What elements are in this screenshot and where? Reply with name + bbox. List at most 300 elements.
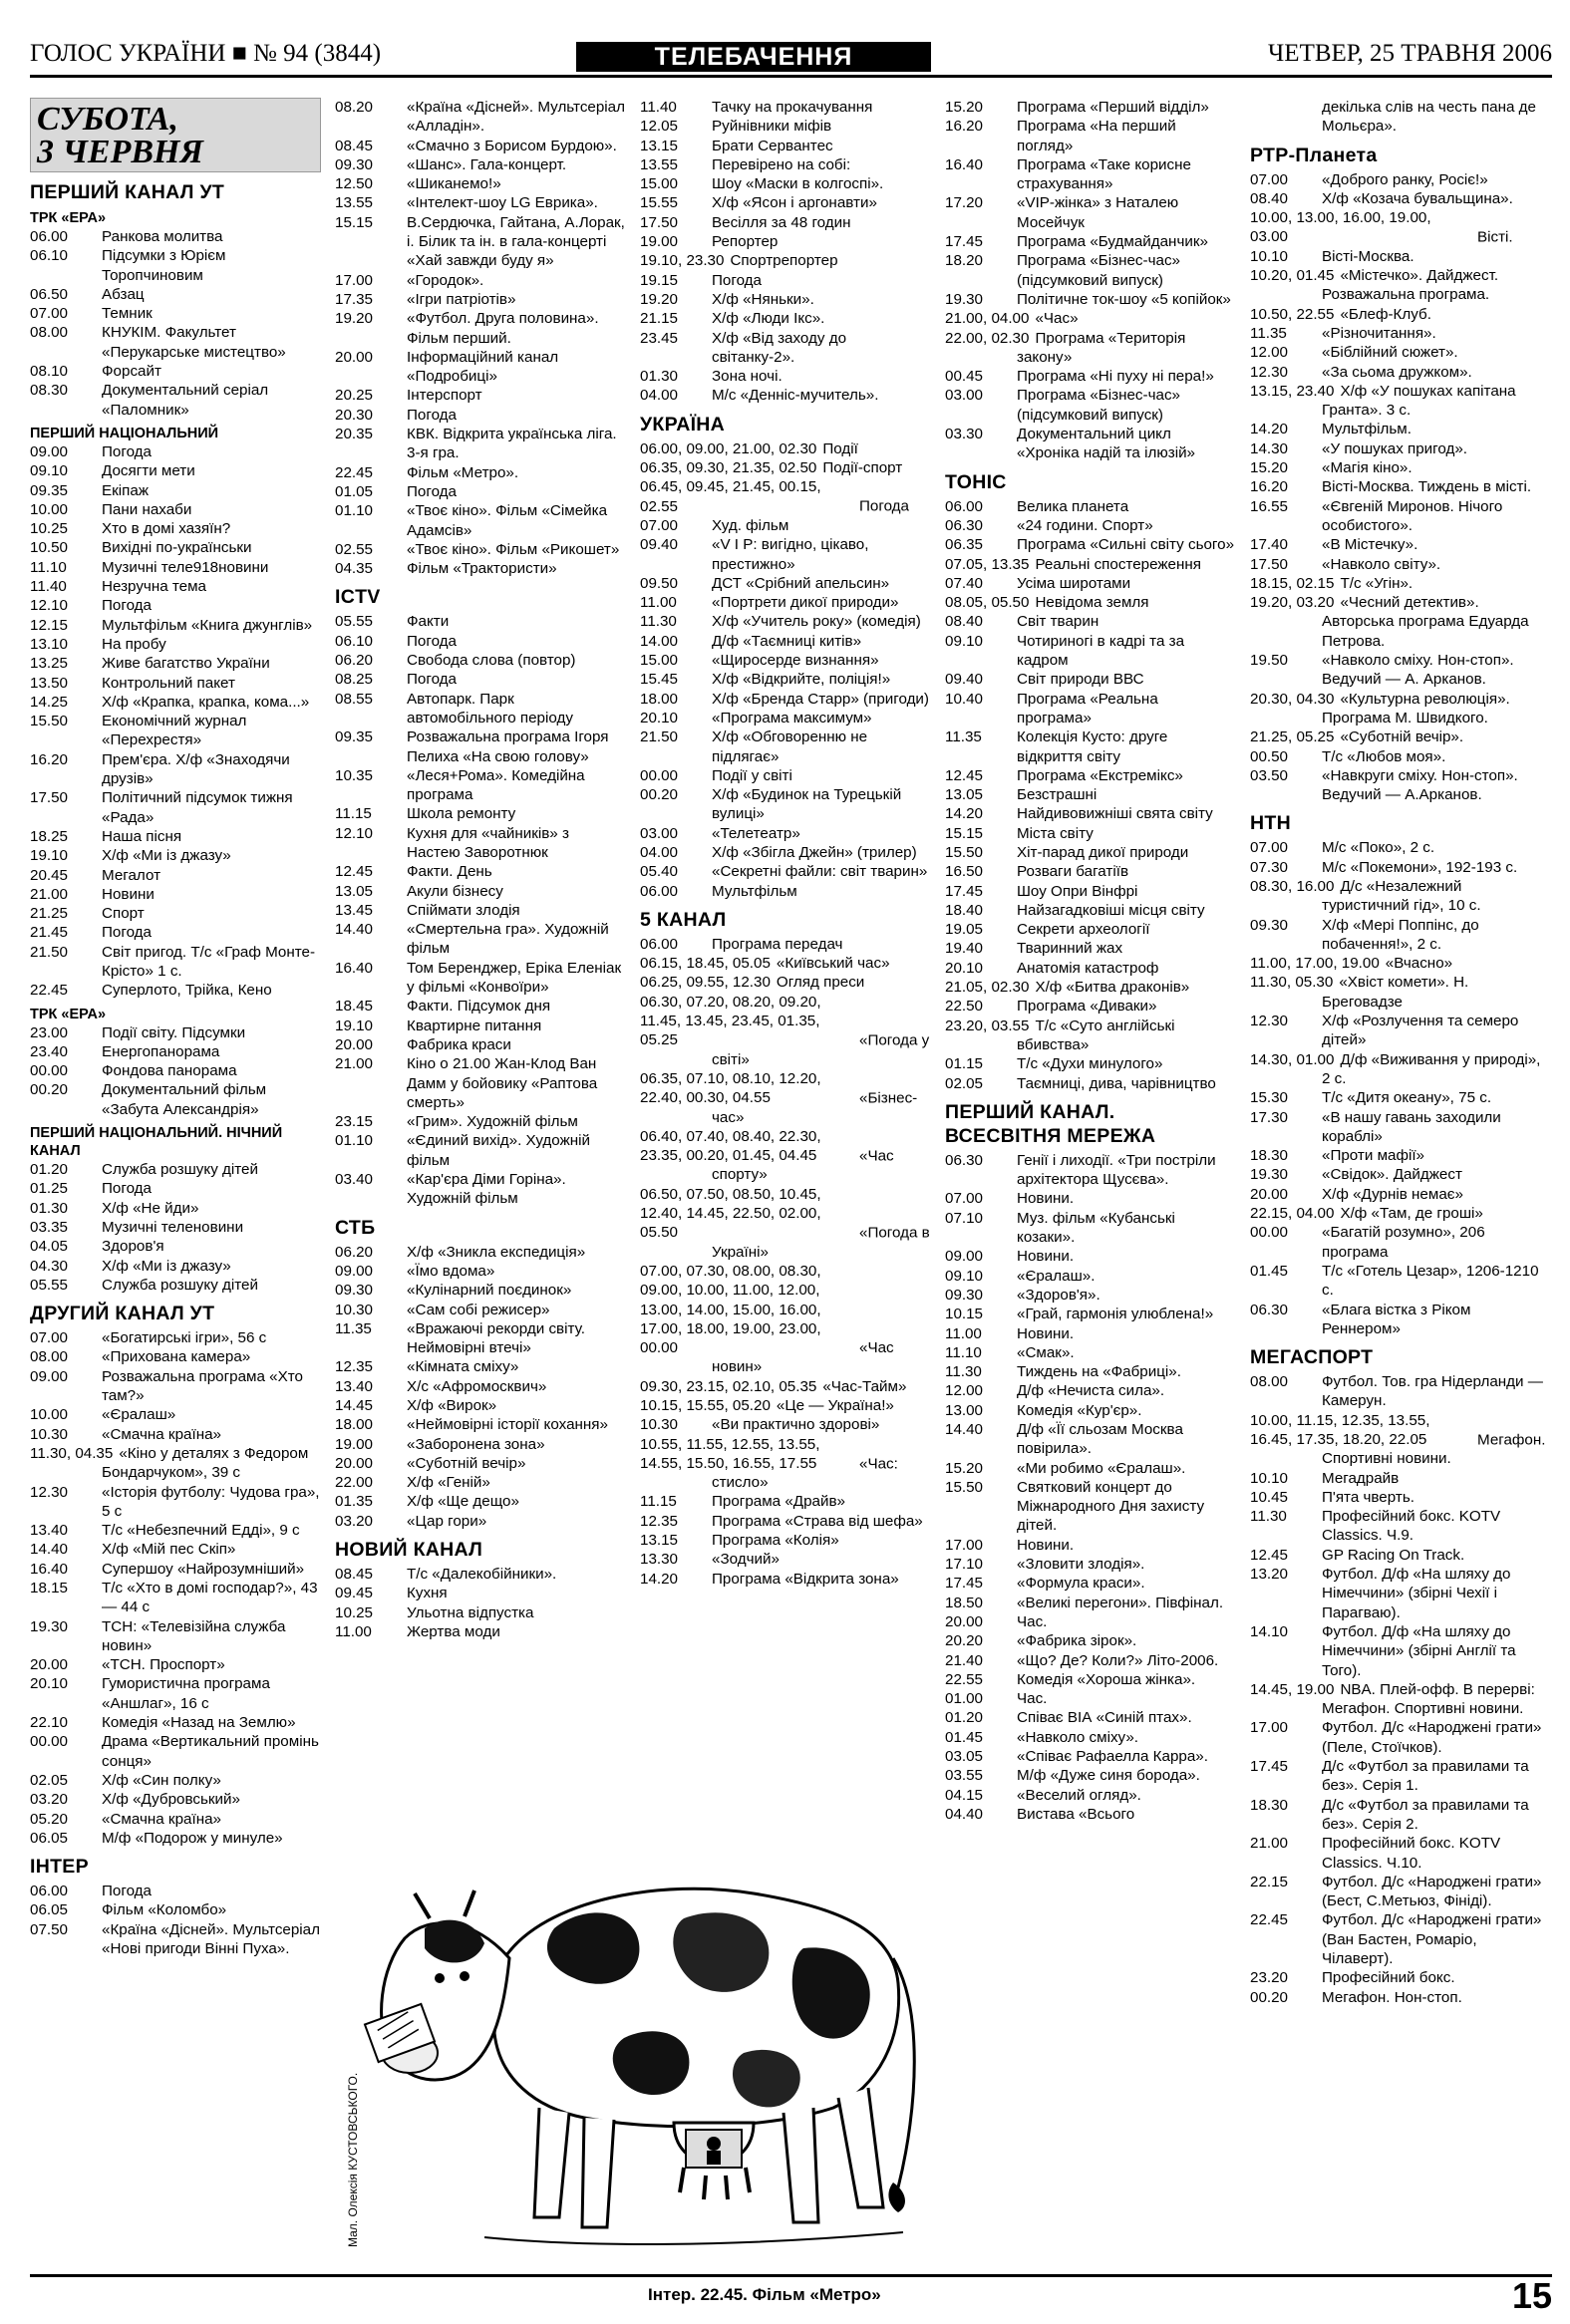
program-time: 09.40: [945, 671, 984, 689]
program-entry: [335, 920, 626, 959]
program-time: 00.20: [640, 786, 679, 804]
program-time: 13.55: [335, 194, 374, 212]
program-title: «Чесний детектив». Авторська програма Едуарда Петрова.: [1322, 594, 1529, 650]
program-title: Анатомія катастроф: [1017, 959, 1159, 977]
program-title: Погода: [407, 632, 457, 650]
program-title: Футбол. Д/ф «На шляху до Німеччини» (збірні Англії та Того).: [1322, 1622, 1516, 1679]
program-time: 08.05, 05.50: [945, 594, 1030, 612]
program-title: Ранкова молитва: [102, 228, 223, 245]
program-entry: [1250, 439, 1549, 458]
program-time: 04.00: [640, 387, 679, 405]
program-time: 18.00: [335, 1416, 374, 1434]
column-listing: [640, 98, 931, 1589]
program-time: 20.00: [335, 348, 374, 366]
program-title: «Вражаючі рекорди світу. Неймовірні втечі»: [407, 1319, 585, 1357]
program-title: Х/ф «Козача бувальщина».: [1322, 189, 1513, 207]
program-title: Суперлото, Трійка, Кено: [102, 982, 272, 1000]
program-title: «Хвіст комети». Н. Бреговадзе: [1322, 974, 1469, 1011]
program-title: Шоу Опри Вінфрі: [1017, 882, 1138, 900]
program-entry: [1250, 1565, 1549, 1622]
program-time: 20.35: [335, 426, 374, 443]
program-entry: [945, 251, 1236, 290]
program-time: 06.30: [945, 516, 984, 534]
program-entry: [945, 1247, 1236, 1266]
program-time: 10.25: [335, 1603, 374, 1621]
program-entry: [945, 367, 1236, 386]
program-entry: [335, 1035, 626, 1054]
program-time: 21.05, 02.30: [945, 979, 1030, 997]
program-time: 04.40: [945, 1805, 984, 1823]
program-title: Світ природи ВВС: [1017, 671, 1144, 689]
program-title: Розважальна програма «Хто там?»: [102, 1367, 303, 1405]
program-entry: [1250, 593, 1549, 651]
program-time: 01.45: [945, 1728, 984, 1746]
program-title: Т/с «Далекобійники».: [407, 1566, 557, 1584]
program-title: «Зодчий»: [712, 1551, 780, 1569]
program-title: «Городок».: [407, 271, 484, 289]
program-title: NBA. Плей-офф. В перерві: Мегафон. Спортивні новини.: [1322, 1680, 1535, 1718]
program-time: 07.05, 13.35: [945, 555, 1030, 573]
program-entry: [335, 632, 626, 651]
program-entry: [30, 1521, 321, 1540]
program-title: Погода: [407, 482, 457, 500]
program-title: «Фабрика зірок».: [1017, 1632, 1137, 1650]
program-title: «Ми робимо «Єралаш».: [1017, 1459, 1186, 1477]
program-entry: [30, 943, 321, 982]
program-entry: [335, 727, 626, 766]
program-entry: [640, 824, 931, 843]
program-entry: [30, 1080, 321, 1119]
program-time: 14.25: [30, 693, 69, 711]
program-entry: [30, 923, 321, 942]
program-time: 15.20: [1250, 459, 1289, 477]
program-title: «Ви практично здорові»: [712, 1416, 880, 1434]
program-entry: [30, 1771, 321, 1790]
program-entry: [1250, 1012, 1549, 1050]
program-title: Хто в домі хазяїн?: [102, 520, 231, 538]
program-entry: [335, 1454, 626, 1473]
program-title: Форсайт: [102, 363, 161, 381]
program-entry: [1250, 324, 1549, 343]
channel-heading: ПЕРШИЙ КАНАЛ УТ: [30, 181, 225, 203]
program-title: Програма передач: [712, 935, 843, 953]
program-time: 10.00, 13.00, 16.00, 19.00, 03.00: [1250, 209, 1431, 246]
program-entry: [945, 1305, 1236, 1323]
program-time: 10.30: [30, 1425, 69, 1443]
program-entry: [335, 137, 626, 155]
program-time: 10.25: [30, 520, 69, 538]
program-time: 03.00: [945, 387, 984, 405]
program-title: «Час новин»: [712, 1339, 894, 1376]
program-time: 22.45: [335, 463, 374, 481]
program-title: «Київський час»: [776, 955, 890, 973]
program-entry: [640, 174, 931, 193]
tv-column-5: [1250, 98, 1549, 2270]
channel-subheading: ТРК «ЕРА»: [30, 1006, 107, 1022]
program-entry: [30, 1617, 321, 1656]
program-title: «Містечко». Дайджест. Розважальна програма.: [1322, 267, 1499, 304]
program-entry: [30, 616, 321, 635]
program-time: 00.50: [1250, 747, 1289, 765]
program-title: М/с «Поко», 2 с.: [1322, 839, 1435, 857]
program-title: Програма «Диваки»: [1017, 998, 1157, 1016]
program-entry: [640, 516, 931, 535]
program-time: 01.30: [640, 368, 679, 386]
program-time: 00.45: [945, 368, 984, 386]
program-entry: [640, 232, 931, 251]
program-title: Мегафон. Нон-стоп.: [1322, 1988, 1462, 2006]
column-listing: [30, 180, 321, 1958]
program-entry: [945, 516, 1236, 535]
day-heading: [30, 98, 321, 172]
program-title: «Що? Де? Коли?» Літо-2006.: [1017, 1651, 1219, 1669]
program-title: «Суботній вечір»: [407, 1454, 526, 1472]
program-entry: [1250, 1050, 1549, 1089]
program-entry: [30, 635, 321, 654]
program-entry: [945, 1017, 1236, 1055]
program-entry: [640, 612, 931, 631]
program-title: «Смачна країна»: [102, 1425, 221, 1443]
program-title: Комедія «Кур'єр».: [1017, 1401, 1142, 1419]
program-title: Документальний цикл «Хроніка надій та ілюзій»: [1017, 426, 1195, 462]
program-entry: [640, 477, 931, 516]
program-time: 21.00: [30, 885, 69, 903]
program-title: Х/ф «Ми із джазу»: [102, 847, 231, 865]
program-time: 22.55: [945, 1670, 984, 1688]
program-time: 20.25: [335, 387, 374, 405]
program-title: «Секретні файли: світ тварин»: [712, 863, 928, 881]
program-time: 13.30: [640, 1551, 679, 1569]
program-title: Незручна тема: [102, 578, 206, 596]
program-entry: [640, 251, 931, 270]
program-title: Усіма широтами: [1017, 574, 1131, 592]
program-time: 08.40: [1250, 189, 1289, 207]
program-title: Х/ф «Геній»: [407, 1474, 490, 1492]
program-title: Мегафон. Спортивні новини.: [1322, 1431, 1546, 1468]
program-title: М/ф «Подорож у минуле»: [102, 1829, 283, 1847]
section-title: ТЕЛЕБАЧЕННЯ: [576, 42, 931, 72]
program-entry: [640, 632, 931, 651]
program-entry: [945, 309, 1236, 328]
program-title: Святковий концерт до Міжнародного Дня захисту дітей.: [1017, 1478, 1205, 1535]
program-entry: [335, 1584, 626, 1602]
program-entry: [640, 1377, 931, 1396]
program-time: 11.35: [335, 1319, 372, 1337]
program-title: «Свідок». Дайджест: [1322, 1166, 1462, 1184]
program-time: 06.35, 07.10, 08.10, 12.20, 22.40, 00.30, 04.55: [640, 1069, 821, 1107]
program-title: Документальний фільм «Забута Александрія»: [102, 1081, 267, 1118]
program-entry: [1250, 208, 1549, 247]
program-time: 11.00: [335, 1622, 372, 1640]
program-entry: [30, 1347, 321, 1366]
program-title: «Великі перегони». Півфінал.: [1017, 1594, 1224, 1611]
program-entry: [1250, 727, 1549, 746]
program-entry: [30, 1199, 321, 1218]
program-entry: [335, 155, 626, 174]
program-title: Фондова панорама: [102, 1062, 237, 1080]
program-entry: [640, 709, 931, 727]
program-time: 04.15: [945, 1786, 984, 1804]
program-entry: [1250, 497, 1549, 536]
program-time: 01.20: [945, 1709, 984, 1727]
program-entry: [945, 939, 1236, 958]
program-title: Х/ф «Ясон і аргонавти»: [712, 194, 877, 212]
program-entry: [945, 1747, 1236, 1766]
program-time: 20.00: [1250, 1185, 1289, 1203]
program-time: 13.45: [335, 901, 374, 919]
program-entry: [640, 766, 931, 785]
program-time: 20.10: [30, 1675, 69, 1693]
program-title: Вистава «Всього: [1017, 1805, 1135, 1823]
program-entry: [945, 555, 1236, 574]
program-time: 00.00: [30, 1733, 69, 1751]
program-entry: [945, 1594, 1236, 1612]
program-title: «Навколо сміху».: [1017, 1728, 1138, 1746]
program-title: Х/ф «Будинок на Турецькій вулиці»: [712, 786, 902, 823]
program-time: 13.00: [945, 1401, 984, 1419]
program-title: «Погода у світі»: [712, 1031, 930, 1068]
program-title: Худ. фільм: [712, 516, 789, 534]
program-time: 10.15, 15.55, 05.20: [640, 1397, 771, 1414]
program-time: 19.10, 23.30: [640, 252, 725, 270]
program-title: Т/с «Небезпечний Едді», 9 с: [102, 1522, 300, 1540]
program-title: Розважальна програма Ігоря Пелиха «На свою голову»: [407, 728, 609, 765]
program-title: «Навкруги сміху. Нон-стоп». Ведучий — А.Арканов.: [1322, 766, 1518, 804]
program-time: 12.45: [335, 863, 374, 881]
program-title: Д/с «Футбол за правилами та без». Серія 2.: [1322, 1796, 1529, 1833]
program-time: 18.25: [30, 827, 69, 845]
program-entry: [945, 632, 1236, 671]
program-title: Генії і лиходії. «Три постріли архітектора Щусєва».: [1017, 1151, 1216, 1189]
program-time: 12.35: [640, 1512, 679, 1530]
program-entry: [945, 1651, 1236, 1670]
program-entry: [30, 1920, 321, 1959]
program-entry: [945, 1805, 1236, 1824]
program-title: Х/ф «Від заходу до світанку-2».: [712, 329, 847, 366]
program-title: Квартирне питання: [407, 1017, 542, 1034]
program-entry: [30, 538, 321, 557]
program-title: «Час»: [1035, 310, 1079, 328]
program-time: 19.50: [1250, 652, 1289, 670]
program-time: 06.20: [335, 652, 374, 670]
program-title: «Цар гори»: [407, 1512, 487, 1530]
program-time: 03.20: [30, 1791, 69, 1809]
program-entry: [945, 1689, 1236, 1708]
program-entry: [335, 651, 626, 670]
program-entry: [640, 193, 931, 212]
program-title: Інтерспорт: [407, 387, 482, 405]
program-time: 10.15: [945, 1306, 984, 1323]
program-entry: [1250, 1301, 1549, 1339]
program-time: 09.30: [335, 1282, 374, 1300]
program-title: Новини.: [1017, 1190, 1075, 1208]
program-entry: [335, 824, 626, 863]
program-title: «Кар'єра Діми Горіна». Художній фільм: [407, 1171, 566, 1208]
program-time: 11.35: [1250, 324, 1287, 342]
program-time: 09.35: [335, 728, 374, 746]
program-entry: [945, 862, 1236, 881]
program-time: 12.50: [335, 175, 374, 193]
program-time: 18.30: [1250, 1796, 1289, 1814]
program-time: 02.05: [30, 1771, 69, 1789]
program-time: 12.10: [30, 597, 69, 615]
program-time: 06.00: [30, 1883, 69, 1900]
program-title: Жертва моди: [407, 1622, 500, 1640]
program-entry: [640, 651, 931, 670]
program-title: «Кіно у деталях з Федором Бондарчуком», 39 с: [102, 1444, 309, 1482]
program-title: Музичні теленовини: [102, 1218, 244, 1236]
program-entry: [30, 1674, 321, 1713]
program-time: 09.00: [30, 442, 69, 460]
program-entry: [335, 766, 626, 805]
day-heading-line1: СУБОТА,: [37, 101, 178, 138]
program-time: 17.50: [1250, 555, 1289, 573]
program-title: «Біблійний сюжет».: [1322, 344, 1458, 362]
program-title: Час.: [1017, 1612, 1048, 1630]
program-entry: [945, 997, 1236, 1016]
program-entry: [945, 193, 1236, 232]
program-entry: [945, 882, 1236, 901]
program-entry: [335, 1281, 626, 1300]
program-time: 06.00: [640, 882, 679, 900]
program-time: 16.20: [30, 750, 69, 768]
program-entry: [1250, 1680, 1549, 1719]
program-entry: [1250, 916, 1549, 955]
program-time: 23.45: [640, 329, 679, 347]
program-time: 12.30: [1250, 363, 1289, 381]
program-title: «Суботній вечір».: [1340, 728, 1464, 746]
program-time: 08.30, 16.00: [1250, 877, 1335, 895]
program-time: 12.00: [945, 1382, 984, 1400]
program-title: Темник: [102, 305, 153, 323]
program-entry: [1250, 1165, 1549, 1184]
program-entry: [1250, 170, 1549, 189]
program-title: Найдивовижніші свята світу: [1017, 805, 1213, 823]
program-title: Муз. фільм «Кубанські козаки».: [1017, 1209, 1175, 1247]
program-title: Досягти мети: [102, 462, 195, 480]
program-time: 19.30: [1250, 1166, 1289, 1184]
program-time: 08.45: [335, 137, 374, 154]
program-time: 17.45: [945, 1575, 984, 1593]
program-time: 06.00: [30, 228, 69, 245]
program-time: 19.20: [640, 290, 679, 308]
program-time: 11.00: [640, 594, 677, 612]
program-entry: [945, 920, 1236, 939]
program-title: Факти. Підсумок дня: [407, 998, 551, 1016]
program-entry: [30, 1483, 321, 1522]
program-time: 10.55, 11.55, 12.55, 13.55, 14.55, 15.50, 16.55, 17.55: [640, 1435, 820, 1472]
program-title: Супершоу «Найрозумніший»: [102, 1560, 305, 1578]
program-title: Футбол. Д/с «Народжені грати» (Ван Бастен, Ромаріо, Чілаверт).: [1322, 1911, 1542, 1968]
program-entry: [1250, 1469, 1549, 1488]
day-heading-line2: 3 ЧЕРВНЯ: [37, 134, 203, 170]
program-time: 08.40: [945, 613, 984, 631]
program-title: «Щиросерде визнання»: [712, 652, 879, 670]
program-entry: [30, 304, 321, 323]
program-time: 07.00, 07.30, 08.00, 08.30, 09.00, 10.00, 11.00, 12.00, 13.00, 14.00, 15.00, 16.00, 17.00, 18.00, 19.00, 23.00, 00.00: [640, 1262, 821, 1357]
program-entry: [945, 1267, 1236, 1286]
program-entry: [640, 386, 931, 405]
program-entry: [945, 1708, 1236, 1727]
program-time: 15.00: [640, 652, 679, 670]
program-time: 14.45: [335, 1397, 374, 1414]
program-time: 18.50: [945, 1594, 984, 1611]
program-title: П'ята чверть.: [1322, 1488, 1414, 1506]
program-entry: [640, 1570, 931, 1589]
program-time: 21.25: [30, 905, 69, 923]
program-title: Х/ф «Люди Ікс».: [712, 310, 825, 328]
program-entry: [335, 1017, 626, 1035]
program-entry: [640, 954, 931, 973]
program-entry: [30, 674, 321, 693]
program-time: 15.55: [640, 194, 679, 212]
program-title: Х/ф «У пошуках капітана Гранта». 3 с.: [1322, 382, 1516, 420]
program-time: 06.20: [335, 1243, 374, 1261]
program-time: 15.15: [945, 824, 984, 842]
program-entry: [640, 458, 931, 477]
program-title: Колекція Кусто: друге відкриття світу: [1017, 728, 1168, 765]
program-entry: [640, 439, 931, 458]
program-entry: [30, 500, 321, 519]
program-entry: [335, 1603, 626, 1622]
program-title: Професійний бокс. KOTV Classics. Ч.10.: [1322, 1835, 1501, 1872]
program-title: Х/ф «Крапка, крапка, кома...»: [102, 693, 310, 711]
program-time: 20.45: [30, 866, 69, 884]
program-entry: [945, 785, 1236, 804]
program-title: Велика планета: [1017, 497, 1129, 515]
program-time: 07.00: [30, 305, 69, 323]
program-entry: [640, 785, 931, 824]
program-title: Фабрика краси: [407, 1035, 511, 1053]
program-title: На пробу: [102, 635, 166, 653]
program-time: 11.30, 04.35: [30, 1444, 114, 1462]
program-title: «Магія кіно».: [1322, 459, 1413, 477]
program-time: 08.00: [30, 1348, 69, 1366]
program-title: Музичні теле918новини: [102, 558, 269, 576]
program-title: Комедія «Назад на Землю»: [102, 1714, 296, 1732]
program-entry: [30, 596, 321, 615]
program-entry: [640, 1492, 931, 1511]
program-title: Міста світу: [1017, 824, 1094, 842]
program-entry: [945, 497, 1236, 516]
program-entry: [335, 406, 626, 425]
program-title: «Смачно з Борисом Бурдою».: [407, 137, 617, 154]
program-entry: [335, 213, 626, 271]
program-time: 17.45: [945, 882, 984, 900]
tv-column-3: [640, 98, 931, 1802]
program-title: Професійний бокс. KOTV Classics. Ч.9.: [1322, 1508, 1501, 1545]
program-title: Погода: [859, 497, 909, 515]
program-time: 06.10: [30, 247, 69, 265]
program-time: 13.15: [640, 137, 679, 154]
program-title: Економічний журнал «Перехрестя»: [102, 713, 247, 749]
program-title: Тваринний жах: [1017, 940, 1123, 958]
program-title: «Телетеатр»: [712, 824, 800, 842]
program-time: 10.20, 01.45: [1250, 267, 1335, 285]
program-title: Х/ф «Учитель року» (комедія): [712, 613, 921, 631]
program-entry: [1250, 651, 1549, 690]
program-entry: [1250, 343, 1549, 362]
program-entry: [335, 425, 626, 463]
program-entry: [30, 1540, 321, 1559]
program-time: 15.45: [640, 671, 679, 689]
program-entry: [335, 501, 626, 540]
program-time: 06.00, 09.00, 21.00, 02.30: [640, 439, 817, 457]
program-entry: [335, 193, 626, 212]
program-entry: [30, 1061, 321, 1080]
program-entry: [945, 593, 1236, 612]
program-title: Т/с «Хто в домі господар?», 43 — 44 с: [102, 1580, 318, 1616]
